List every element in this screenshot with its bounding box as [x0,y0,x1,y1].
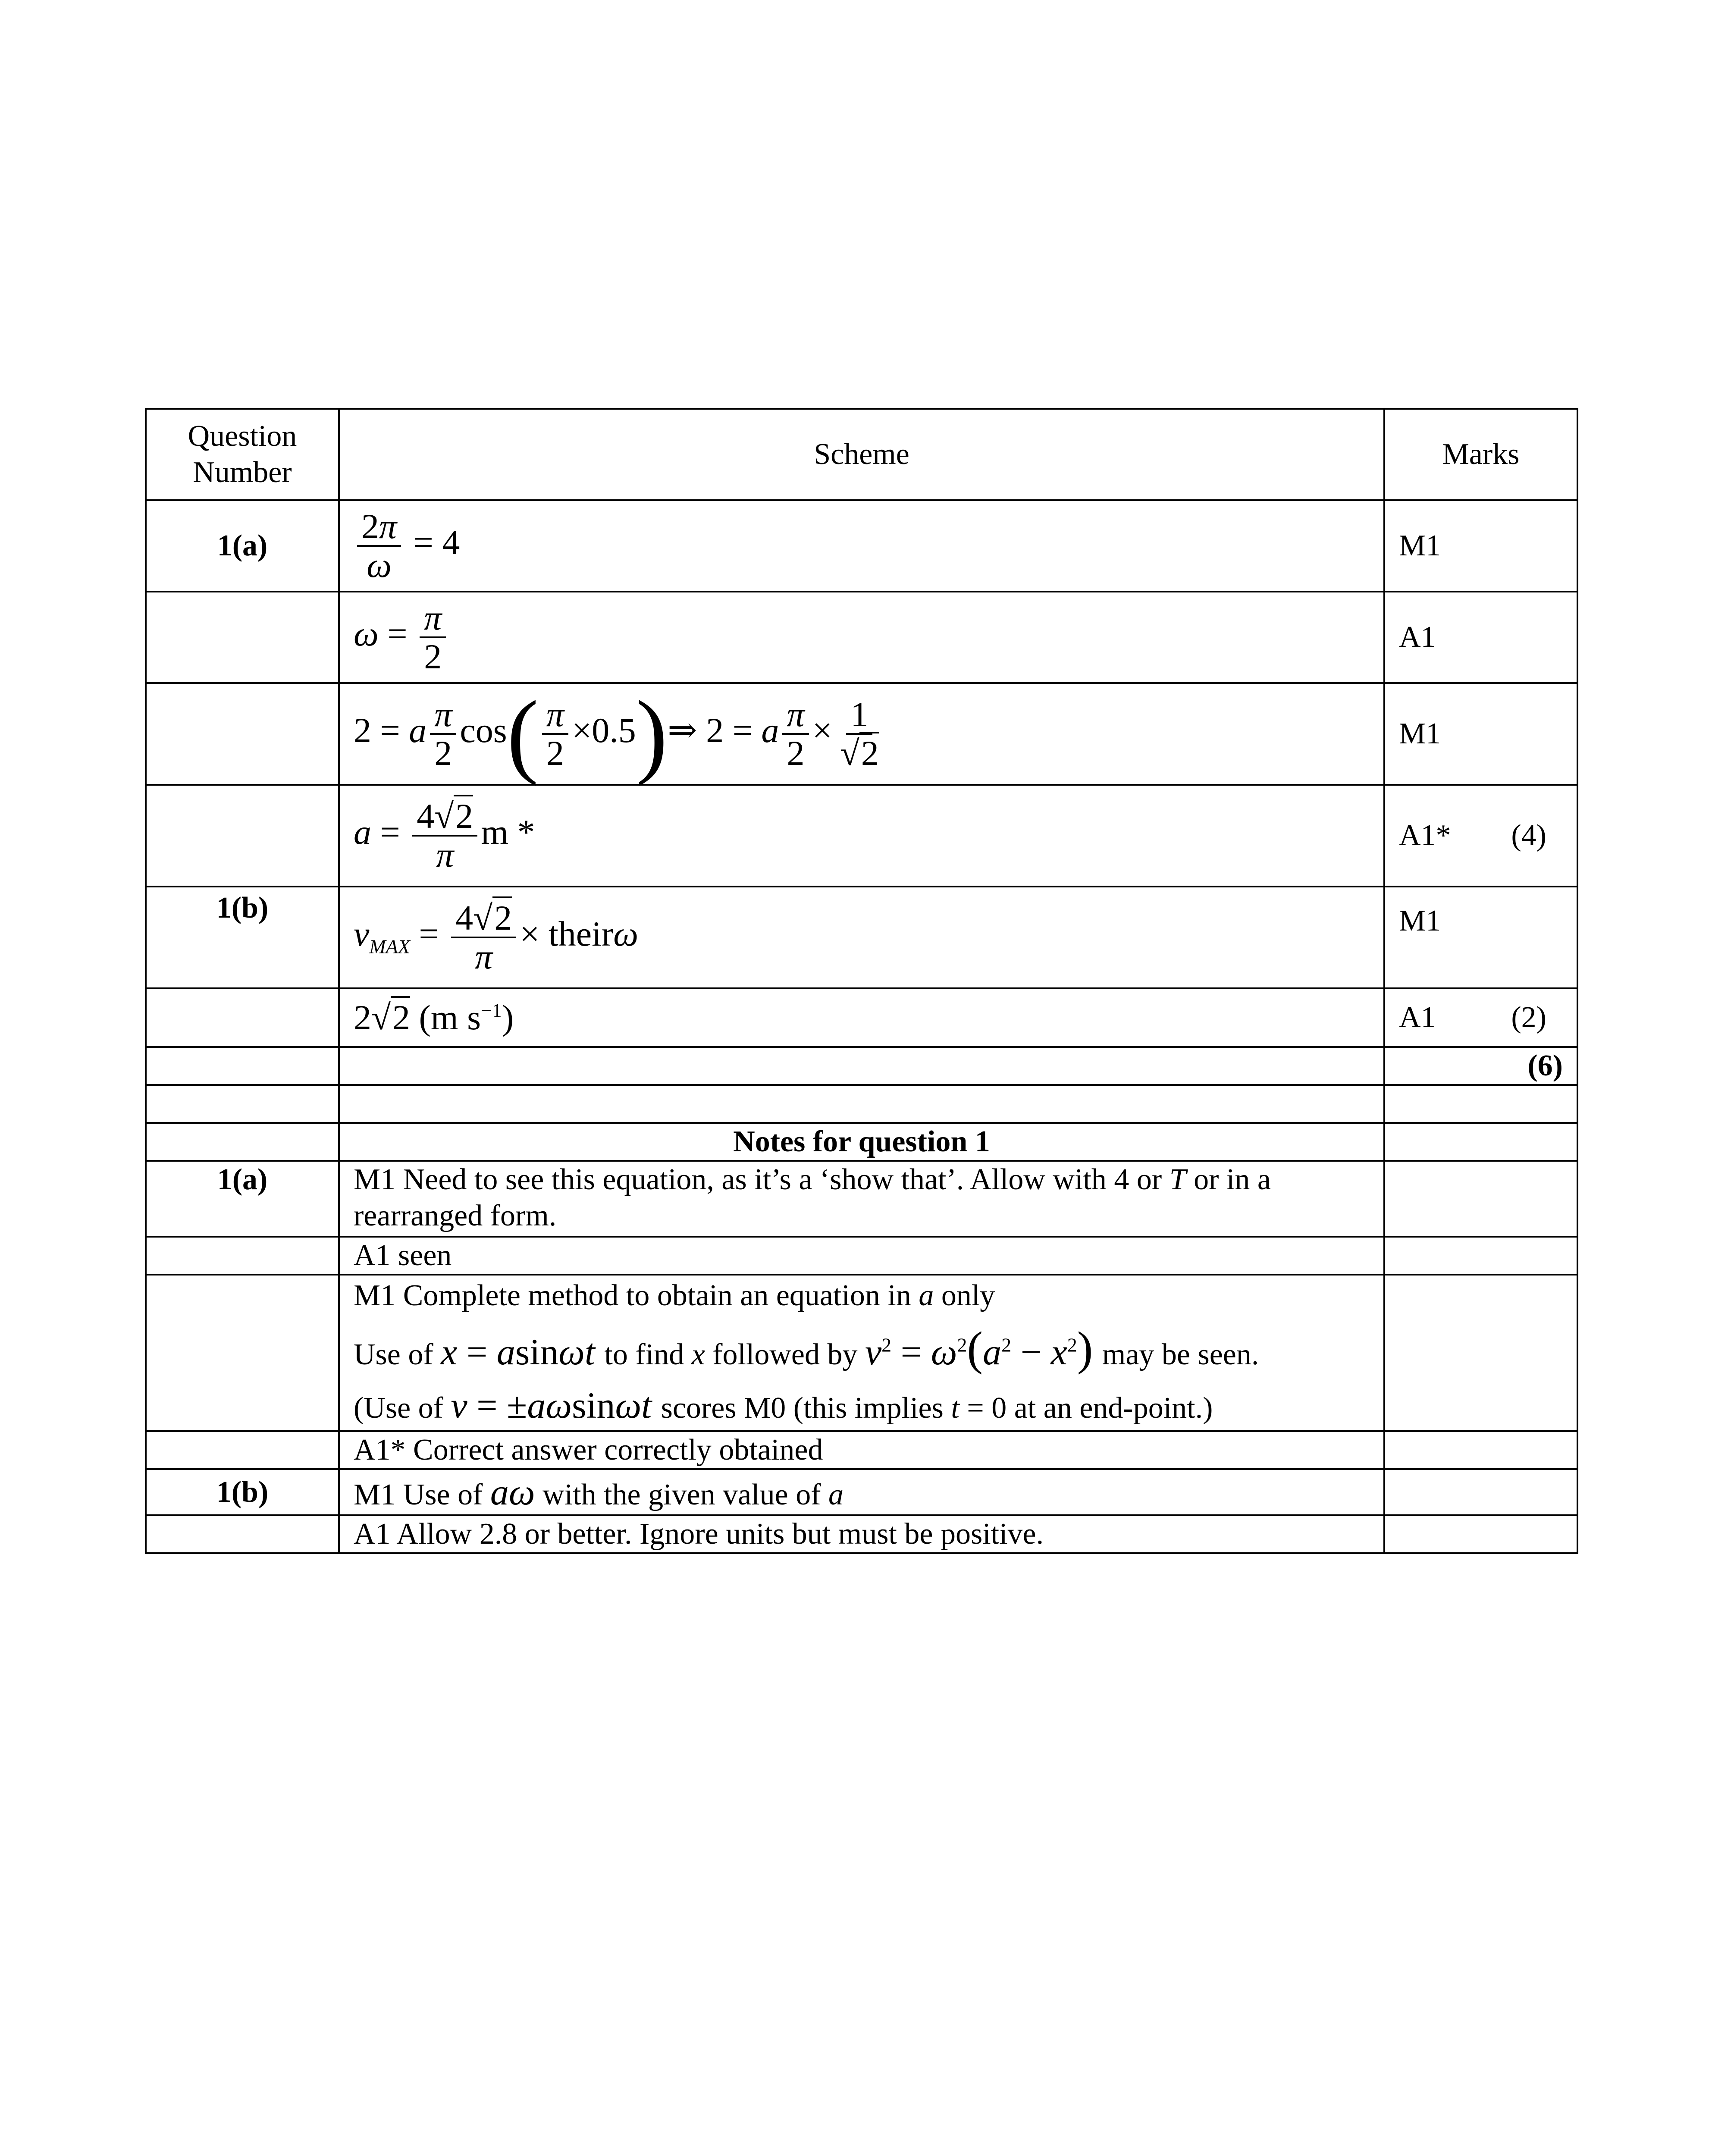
scheme-row [146,592,1577,683]
mark-cell [1384,683,1577,785]
question-label: 1(b) [146,887,339,988]
header-scheme: Scheme [339,409,1384,500]
note-text: M1 Need to see this equation, as it’s a ‘show that’. Allow with 4 or T or in a rearranged form. [339,1161,1384,1237]
note-row [146,1515,1577,1553]
notes-title: Notes for question 1 [339,1123,1384,1161]
total-row [146,1047,1577,1085]
note-text: A1 Allow 2.8 or better. Ignore units but must be positive. [339,1515,1384,1553]
mark-label: A1* [1399,819,1451,852]
notes-title-row [146,1123,1577,1161]
question-label: 1(b) [146,1469,339,1515]
question-label: 1(a) [146,500,339,592]
mark-cell [1384,785,1577,887]
scheme-row [146,683,1577,785]
mark-cell [1384,887,1577,988]
question-label: 1(a) [146,1161,339,1237]
note-row [146,1469,1577,1515]
question-total: (6) [1384,1047,1577,1085]
scheme-row [146,785,1577,887]
mark-cell [1384,592,1577,683]
scheme-formula: 2√2 (m $s^{-1}$) [339,988,1384,1047]
mark-label: M1 [1399,529,1441,562]
mark-scheme-table [145,408,1578,1554]
scheme-row [146,887,1577,988]
note-text: A1 seen [339,1237,1384,1275]
mark-label: A1 [1399,1001,1436,1034]
header-row [146,409,1577,500]
mark-label: M1 [1399,717,1441,750]
scheme-formula: $v_{MAX}$ = $\frac{4√2}{\pi}$ × theirω [339,887,1384,988]
note-row [146,1161,1577,1237]
mark-cell [1384,988,1577,1047]
blank-row [146,1085,1577,1123]
note-text: M1 Use of aω with the given value of a [339,1469,1384,1515]
scheme-formula: a = $\frac{4√2}{\pi}$ m * [339,785,1384,887]
note-row [146,1275,1577,1431]
scheme-formula: ω = $\frac{\pi}{2}$ [339,592,1384,683]
note-text: A1* Correct answer correctly obtained [339,1431,1384,1469]
mark-label: M1 [1399,904,1441,937]
scheme-formula: $\frac{2\pi}{\omega}$ = 4 [339,500,1384,592]
note-row [146,1237,1577,1275]
note-row [146,1431,1577,1469]
scheme-row [146,988,1577,1047]
header-marks: Marks [1384,409,1577,500]
subtotal: (2) [1511,1001,1546,1034]
mark-cell [1384,500,1577,592]
note-text: M1 Complete method to obtain an equation in a only Use of x = asinωt to find x followed by $v^2 = \omega^2(a^2 - x^2)$ may be seen. (Use of v = ±aωsinωt scores M0 (this implies t = 0 at an end-point.) [339,1275,1384,1431]
mark-label: A1 [1399,620,1436,654]
scheme-row [146,500,1577,592]
subtotal: (4) [1511,819,1546,852]
scheme-formula: 2 = a $\frac{\pi}{2}$ cos( $\frac{\pi}{2}$ ×0.5)⇒ 2 = a $\frac{\pi}{2}$ × $\frac{1}{√2}$ [339,683,1384,785]
header-question-number: Question Number [146,409,339,500]
